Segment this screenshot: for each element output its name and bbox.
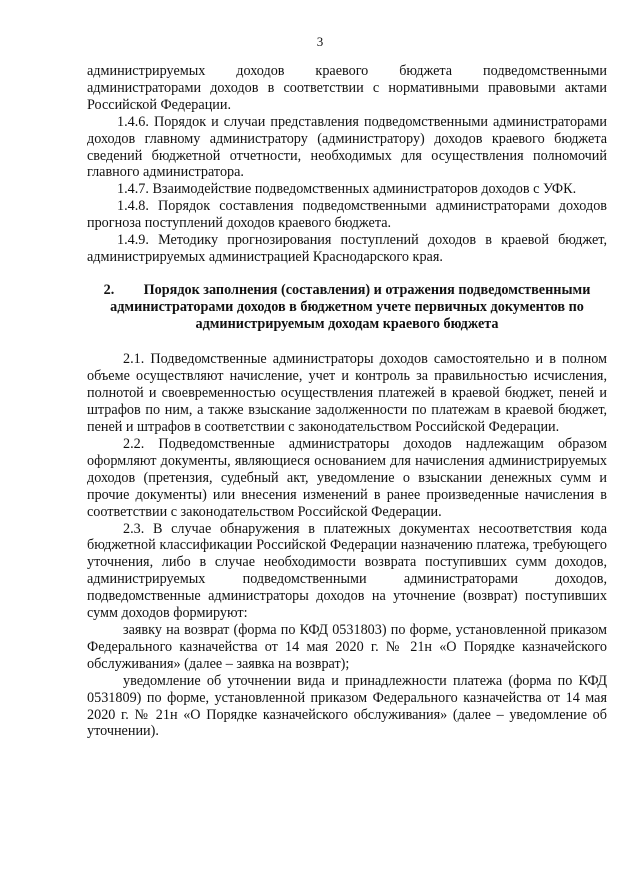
paragraph-2-1: 2.1. Подведомственные администраторы доходов самостоятельно и в полном объеме осуществляют начисление, учет и контроль за правильностью исчисления, полнотой и своевременностью осуществления платежей в краевой бюджет, пеней и штрафов по ним, а также взыскание задолженности по платежам в краевой бюджет, пеней и штрафов в соответствии с законодательством Российской Федерации. xyxy=(87,351,607,436)
paragraph-1-4-7: 1.4.7. Взаимодействие подведомственных администраторов доходов с УФК. xyxy=(117,181,577,198)
section-heading xyxy=(87,282,607,334)
paragraph-return-request: заявку на возврат (форма по КФД 0531803) по форме, установленной приказом Федерального казначейства от 14 мая 2020 г. № 21н «О Порядке казначейского обслуживания» (далее – заявка на возврат); xyxy=(87,621,607,672)
paragraph-2-3: 2.3. В случае обнаружения в платежных документах несоответствия кода бюджетной классификации Российской Федерации назначению платежа, требующего уточнения, либо в случае необходимости возврата поступивших сумм доходов, администрируемых подведомственными администраторами доходов, подведомственные администраторы доходов на уточнение (возврат) поступивших сумм доходов формируют: xyxy=(87,520,607,622)
paragraph-1-4-6: 1.4.6. Порядок и случаи представления подведомственными администраторами доходов главному администратору (администратору) доходов краевого бюджета сведений бюджетной отчетности, необходимых для осуществления полномочий главного администратора. xyxy=(87,113,607,181)
page-number: 3 xyxy=(316,34,324,49)
paragraph-clarification-notice: уведомление об уточнении вида и принадлежности платежа (форма по КФД 0531809) по форме, установленной приказом Федерального казначейства от 14 мая 2020 г. № 21н «О Порядке казначейского обслуживания» (далее – уведомление об уточнении). xyxy=(87,672,607,740)
paragraph-1-4-9: 1.4.9. Методику прогнозирования поступлений доходов в краевой бюджет, администрируемых администрацией Краснодарского края. xyxy=(87,232,607,265)
paragraph-1-4-8: 1.4.8. Порядок составления подведомственными администраторами доходов прогноза поступлений доходов краевого бюджета. xyxy=(87,198,607,232)
paragraph-continuation: администрируемых доходов краевого бюджета подведомственными администраторами доходов в соответствии с нормативными правовыми актами Российской Федерации. xyxy=(87,63,607,113)
paragraph-2-2: 2.2. Подведомственные администраторы доходов надлежащим образом оформляют документы, являющиеся основанием для начисления администрируемых доходов (претензия, судебный акт, уведомление о взыскании денежных сумм и прочие документы) или внесения изменений в ранее произведенные начисления в соответствии с законодательством Российской Федерации. xyxy=(87,436,607,520)
section-number: 2. xyxy=(103,281,115,298)
section-title: Порядок заполнения (составления) и отражения подведомственными администраторами доходов в бюджетном учете первичных документов по администрируемым доходам краевого бюджета xyxy=(110,281,591,333)
document-body xyxy=(87,63,607,740)
